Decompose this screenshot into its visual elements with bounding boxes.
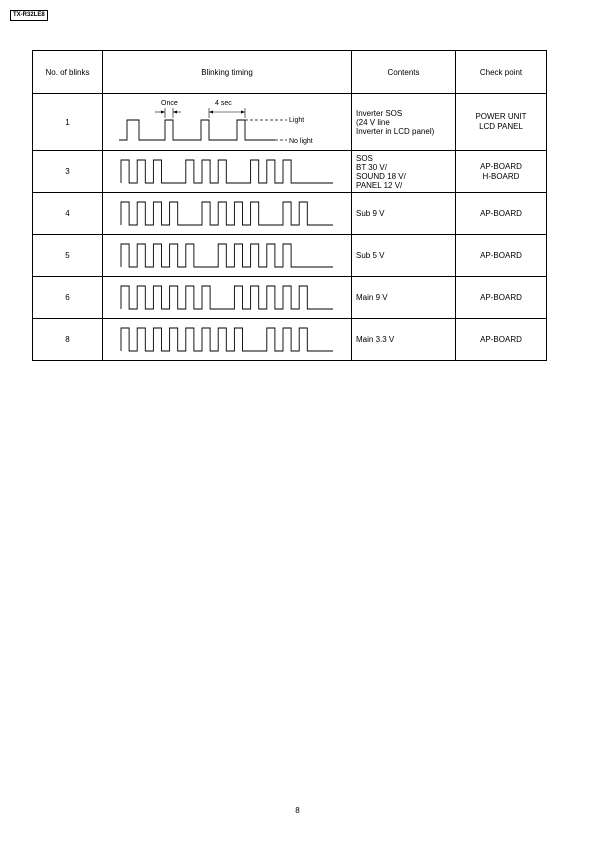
blink-timing-diagram (103, 193, 352, 234)
table-row (33, 151, 547, 193)
contents-cell (352, 94, 456, 151)
page-number: 8 (295, 806, 300, 815)
blink-count: 4 (33, 193, 103, 235)
contents-cell (352, 151, 456, 193)
blink-count: 5 (33, 235, 103, 277)
blink-waveform (121, 160, 333, 183)
contents-line: Inverter SOS (356, 108, 403, 118)
blink-code-table (32, 50, 547, 361)
blink-count: 1 (33, 94, 103, 151)
contents-line: Sub 5 V (356, 251, 385, 260)
contents-line: Main 3.3 V (356, 335, 395, 344)
blink-waveform (121, 286, 333, 309)
blink-timing-diagram (103, 319, 352, 360)
blink-waveform (121, 328, 333, 351)
contents-line: PANEL 12 V/ (356, 180, 403, 190)
label-light: Light (289, 117, 305, 124)
contents-line: (24 V line (356, 117, 390, 127)
blink-count: 6 (33, 277, 103, 319)
header-check-point: Check point (456, 51, 547, 94)
check-point-cell (456, 235, 547, 277)
label-once: Once (161, 100, 178, 107)
header-contents: Contents (352, 51, 456, 94)
label-no-light: No light (289, 138, 313, 145)
header-blinks: No. of blinks (33, 51, 103, 94)
table-row (33, 235, 547, 277)
blink-timing-diagram (103, 151, 352, 192)
table-row (33, 319, 547, 361)
contents-cell (352, 193, 456, 235)
header-timing: Blinking timing (103, 51, 352, 94)
check-point-line: AP-BOARD (480, 292, 522, 302)
blink-timing-cell (103, 94, 352, 151)
check-point-cell (456, 151, 547, 193)
contents-line: Inverter in LCD panel) (356, 126, 435, 136)
contents-cell (352, 277, 456, 319)
contents-line: Sub 9 V (356, 209, 385, 218)
check-point-line: AP-BOARD (480, 334, 522, 344)
blink-waveform (121, 202, 333, 225)
contents-line: BT 30 V/ (356, 162, 387, 172)
contents-line: SOS (356, 153, 373, 163)
check-point-line: AP-BOARD (480, 208, 522, 218)
blink-timing-cell (103, 319, 352, 361)
contents-line: Main 9 V (356, 293, 388, 302)
blink-timing-cell (103, 277, 352, 319)
check-point-line: AP-BOARD (480, 250, 522, 260)
check-point-line: POWER UNIT (475, 112, 527, 121)
blink-waveform (121, 244, 333, 267)
check-point-cell (456, 193, 547, 235)
blink-timing-cell (103, 235, 352, 277)
label-4-sec: 4 sec (215, 100, 232, 107)
check-point-cell (456, 319, 547, 361)
blink-count: 8 (33, 319, 103, 361)
table-row (33, 277, 547, 319)
check-point-line: H-BOARD (482, 171, 520, 181)
contents-cell (352, 319, 456, 361)
check-point-cell (456, 94, 547, 151)
blink-count: 3 (33, 151, 103, 193)
check-point-line: AP-BOARD (480, 161, 522, 171)
model-number-tag: TX-R32LE8 (10, 10, 48, 21)
table-header-row (33, 51, 547, 94)
table-row (33, 94, 547, 151)
blink-timing-cell (103, 151, 352, 193)
check-point-line: LCD PANEL (479, 122, 523, 131)
check-point-cell (456, 277, 547, 319)
table-row (33, 193, 547, 235)
blink-timing-cell (103, 193, 352, 235)
blink-timing-diagram (103, 235, 352, 276)
contents-line: SOUND 18 V/ (356, 171, 406, 181)
contents-cell (352, 235, 456, 277)
blink-timing-diagram (103, 277, 352, 318)
blink-timing-diagram-1 (103, 94, 352, 150)
